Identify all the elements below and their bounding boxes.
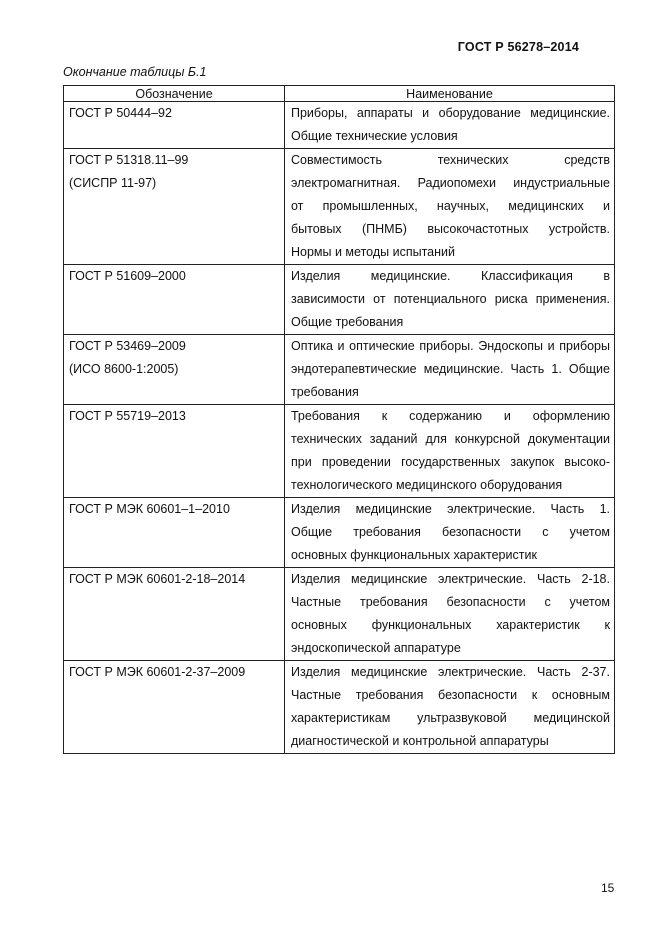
column-header-designation: Обозначение [64, 86, 285, 102]
name-cell [285, 568, 615, 661]
name-line: Изделия медицинские электрические. Часть 1. [291, 502, 610, 516]
name-line: Общие требования безопасности с учетом [291, 525, 610, 539]
table-row [64, 498, 615, 568]
name-line: Совместимость технических средств [291, 153, 610, 167]
designation-line: (ИСО 8600-1:2005) [69, 362, 179, 376]
column-header-name: Наименование [285, 86, 615, 102]
designation-line: ГОСТ Р 50444–92 [69, 106, 172, 120]
name-line: эндотерапевтические медицинские. Часть 1. Общие [291, 362, 610, 376]
designation-line: ГОСТ Р МЭК 60601–1–2010 [69, 502, 230, 516]
name-line: технологического медицинского оборудования [291, 478, 563, 492]
table-row [64, 335, 615, 405]
name-cell [285, 405, 615, 498]
designation-line: ГОСТ Р 55719–2013 [69, 409, 186, 423]
name-line: Частные требования безопасности с учетом [291, 595, 610, 609]
designation-line: ГОСТ Р МЭК 60601-2-37–2009 [69, 665, 246, 679]
table-body [64, 102, 615, 754]
name-line: технических заданий для конкурсной документации [291, 432, 610, 446]
name-line: от промышленных, научных, медицинских и [291, 199, 610, 213]
name-cell [285, 149, 615, 265]
name-line: Частные требования безопасности к основным [291, 688, 610, 702]
table-row [64, 568, 615, 661]
designation-cell [64, 335, 285, 405]
name-cell [285, 335, 615, 405]
name-line: электромагнитная. Радиопомехи индустриальные [291, 176, 610, 190]
table-row [64, 265, 615, 335]
table-row [64, 102, 615, 149]
name-line: основных функциональных характеристик к [291, 618, 610, 632]
table-row [64, 149, 615, 265]
name-line: бытовых (ПНМБ) высокочастотных устройств. [291, 222, 610, 236]
table-header-row [64, 86, 615, 102]
designation-cell [64, 498, 285, 568]
document-code: ГОСТ Р 56278–2014 [457, 40, 579, 54]
name-line: Приборы, аппараты и оборудование медицинские. [291, 106, 610, 120]
name-cell [285, 265, 615, 335]
name-line: диагностической и контрольной аппаратуры [291, 734, 549, 748]
designation-line: ГОСТ Р 51318.11–99 [69, 153, 189, 167]
name-line: Оптика и оптические приборы. Эндоскопы и приборы [291, 339, 610, 353]
name-line: зависимости от потенциального риска применения. [291, 292, 610, 306]
designation-line: ГОСТ Р МЭК 60601-2-18–2014 [69, 572, 246, 586]
designation-cell [64, 149, 285, 265]
designation-line: (СИСПР 11-97) [69, 176, 157, 190]
name-cell [285, 661, 615, 754]
page-number: 15 [601, 881, 615, 895]
name-line: Общие требования [291, 315, 404, 329]
name-line: основных функциональных характеристик [291, 548, 537, 562]
designation-cell [64, 568, 285, 661]
references-table [63, 85, 615, 754]
name-cell [285, 102, 615, 149]
name-line: Нормы и методы испытаний [291, 245, 455, 259]
designation-cell [64, 661, 285, 754]
name-line: эндоскопической аппаратуре [291, 641, 461, 655]
designation-cell [64, 102, 285, 149]
name-line: Изделия медицинские. Классификация в [291, 269, 610, 283]
name-line: требования [291, 385, 359, 399]
name-cell [285, 498, 615, 568]
designation-cell [64, 265, 285, 335]
name-line: при проведении государственных закупок высоко- [291, 455, 610, 469]
designation-line: ГОСТ Р 53469–2009 [69, 339, 186, 353]
designation-cell [64, 405, 285, 498]
designation-line: ГОСТ Р 51609–2000 [69, 269, 186, 283]
name-line: Общие технические условия [291, 129, 458, 143]
name-line: Изделия медицинские электрические. Часть 2-18. [291, 572, 610, 586]
name-line: Требования к содержанию и оформлению [291, 409, 610, 423]
table-row [64, 661, 615, 754]
name-line: Изделия медицинские электрические. Часть 2-37. [291, 665, 610, 679]
table-caption: Окончание таблицы Б.1 [63, 65, 207, 79]
table-row [64, 405, 615, 498]
name-line: характеристикам ультразвуковой медицинской [291, 711, 610, 725]
